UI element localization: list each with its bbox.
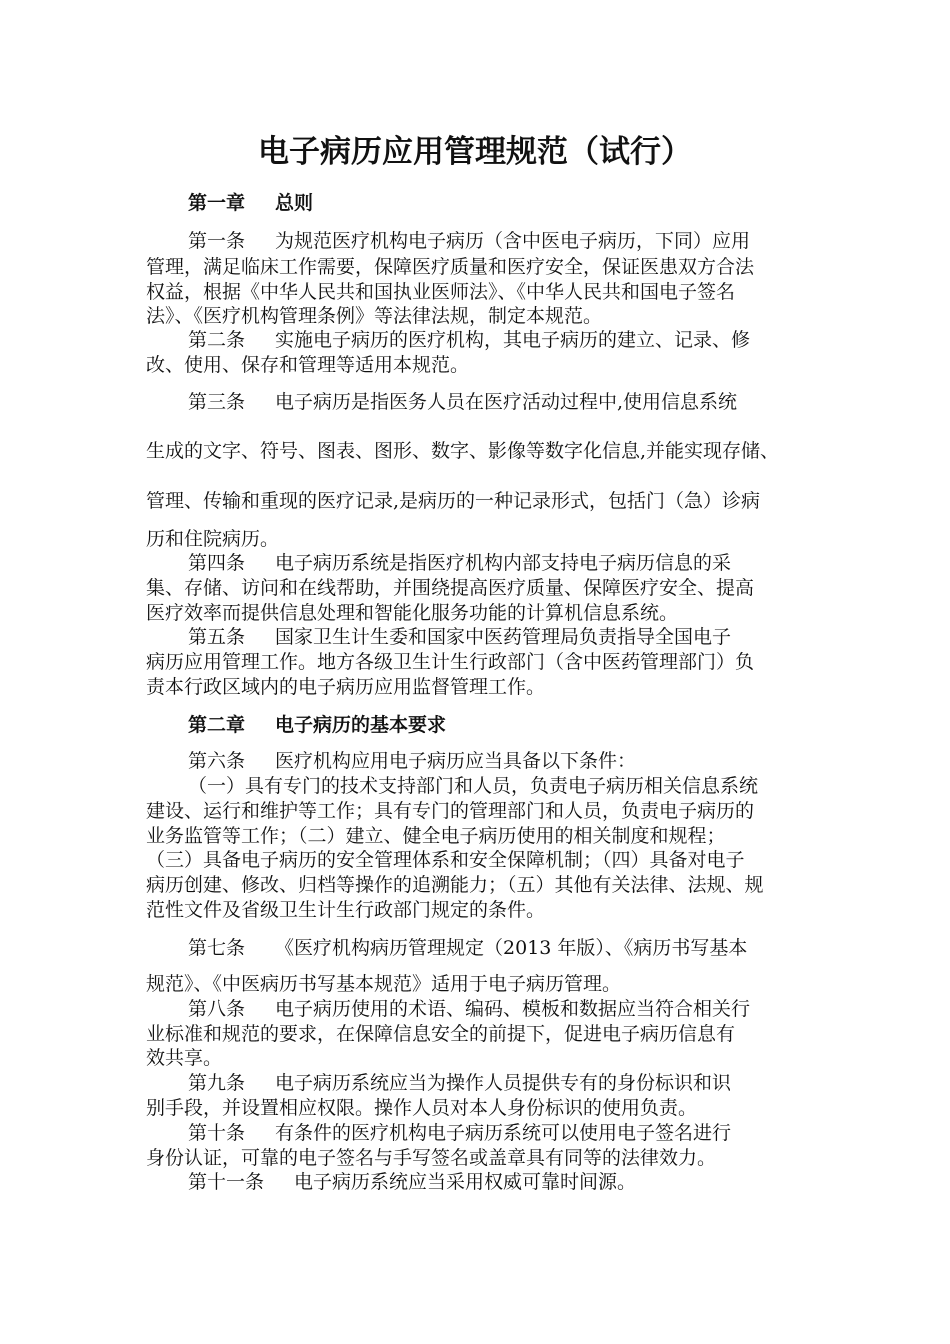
article-4-line — [188, 548, 731, 575]
chapter-2-label: 第二章 — [188, 714, 246, 736]
article-1-text: 管理，满足临床工作需要，保障医疗质量和医疗安全，保证医患双方合法 — [146, 256, 755, 278]
article-5-text: 病历应用管理工作。地方各级卫生计生行政部门（含中医药管理部门）负 — [146, 651, 755, 673]
article-8-text: 业标准和规范的要求，在保障信息安全的前提下，促进电子病历信息有 — [146, 1023, 736, 1045]
article-1-line — [188, 226, 750, 253]
article-6-text: 病历创建、修改、归档等操作的追溯能力；（五）其他有关法律、法规、规 — [146, 874, 764, 896]
article-3-text: 管理、传输和重现的医疗记录,是病历的一种记录形式，包括门（急）诊病 — [146, 490, 761, 512]
article-6-text: 医疗机构应用电子病历应当具备以下条件： — [275, 750, 637, 772]
page-title: 电子病历应用管理规范（试行） — [258, 134, 692, 170]
article-9-line — [188, 1068, 731, 1095]
article-1-text: 法》、《医疗机构管理条例》等法律法规，制定本规范。 — [146, 305, 603, 327]
article-6-label: 第六条 — [188, 750, 246, 772]
article-3-line — [188, 387, 737, 414]
chapter-1-name: 总则 — [275, 192, 314, 214]
article-6-text: 业务监管等工作；（二）建立、健全电子病历使用的相关制度和规程； — [146, 825, 726, 847]
article-9-label: 第九条 — [188, 1072, 246, 1094]
article-7-text: 规范》、《中医病历书写基本规范》适用于电子病历管理。 — [146, 973, 622, 995]
article-5-label: 第五条 — [188, 626, 246, 648]
article-7-text: 《医疗机构病历管理规定（2013 年版）、《病历书写基本 — [275, 937, 748, 959]
article-4-text: 电子病历系统是指医疗机构内部支持电子病历信息的采 — [275, 552, 732, 574]
article-10-line — [188, 1118, 731, 1145]
article-6-line — [188, 746, 636, 773]
article-11-line — [188, 1167, 636, 1194]
article-9-text: 电子病历系统应当为操作人员提供专有的身份标识和识 — [275, 1072, 732, 1094]
article-6-text: （三）具备电子病历的安全管理体系和安全保障机制；（四）具备对电子 — [146, 849, 745, 871]
article-5-line — [188, 622, 731, 649]
article-6-text: 范性文件及省级卫生计生行政部门规定的条件。 — [146, 899, 546, 921]
article-3-label: 第三条 — [188, 391, 246, 413]
article-11-text: 电子病历系统应当采用权威可靠时间源。 — [294, 1171, 637, 1193]
article-2-text: 实施电子病历的医疗机构，其电子病历的建立、记录、修 — [275, 329, 751, 351]
chapter-1-label: 第一章 — [188, 192, 246, 214]
article-11-label: 第十一条 — [188, 1171, 265, 1193]
article-2-text: 改、使用、保存和管理等适用本规范。 — [146, 354, 470, 376]
article-5-text: 国家卫生计生委和国家中医药管理局负责指导全国电子 — [275, 626, 732, 648]
chapter-1-heading — [188, 188, 313, 215]
article-8-label: 第八条 — [188, 998, 246, 1020]
article-3-text: 生成的文字、符号、图表、图形、数字、影像等数字化信息,并能实现存储、 — [146, 440, 780, 462]
article-6-text: 建设、运行和维护等工作；具有专门的管理部门和人员，负责电子病历的 — [146, 800, 755, 822]
article-4-label: 第四条 — [188, 552, 246, 574]
article-10-text: 身份认证，可靠的电子签名与手写签名或盖章具有同等的法律效力。 — [146, 1147, 717, 1169]
article-1-text: 权益，根据《中华人民共和国执业医师法》、《中华人民共和国电子签名 — [146, 281, 736, 303]
article-2-label: 第二条 — [188, 329, 246, 351]
article-10-label: 第十条 — [188, 1122, 246, 1144]
article-4-text: 医疗效率而提供信息处理和智能化服务功能的计算机信息系统。 — [146, 602, 679, 624]
article-2-line — [188, 325, 750, 352]
article-3-text: 历和住院病历。 — [146, 528, 280, 550]
article-9-text: 别手段，并设置相应权限。操作人员对本人身份标识的使用负责。 — [146, 1097, 698, 1119]
article-7-line — [188, 933, 747, 960]
article-7-label: 第七条 — [188, 937, 246, 959]
article-6-text: （一）具有专门的技术支持部门和人员，负责电子病历相关信息系统 — [188, 775, 759, 797]
article-3-text: 电子病历是指医务人员在医疗活动过程中,使用信息系统 — [275, 391, 738, 413]
article-8-text: 电子病历使用的术语、编码、模板和数据应当符合相关行 — [275, 998, 751, 1020]
article-10-text: 有条件的医疗机构电子病历系统可以使用电子签名进行 — [275, 1122, 732, 1144]
article-1-text: 为规范医疗机构电子病历（含中医电子病历，下同）应用 — [275, 230, 751, 252]
chapter-2-heading — [188, 710, 446, 737]
chapter-2-name: 电子病历的基本要求 — [275, 714, 447, 736]
article-8-line — [188, 994, 750, 1021]
article-1-label: 第一条 — [188, 230, 246, 252]
article-8-text: 效共享。 — [146, 1047, 223, 1069]
article-4-text: 集、存储、访问和在线帮助，并围绕提高医疗质量、保障医疗安全、提高 — [146, 577, 755, 599]
article-5-text: 责本行政区域内的电子病历应用监督管理工作。 — [146, 676, 546, 698]
